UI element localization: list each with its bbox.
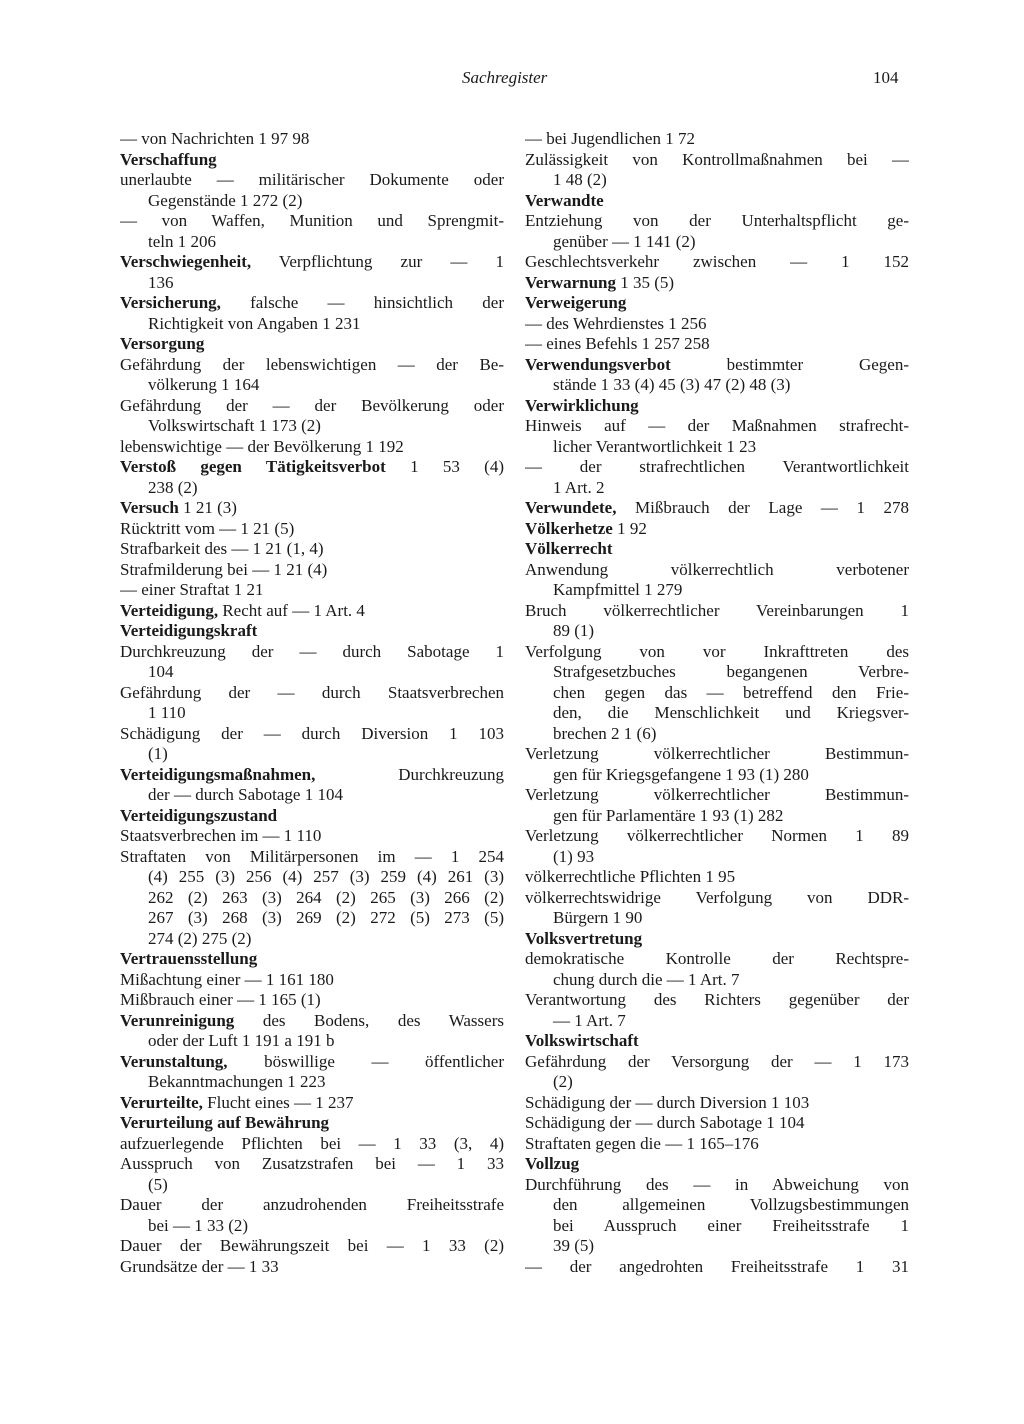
index-reference: Flucht eines — 1 237 — [202, 1092, 354, 1112]
index-line: Ausspruch von Zusatzstrafen bei — 1 33 — [120, 1154, 504, 1173]
index-heading: Volkswirtschaft — [525, 1031, 639, 1050]
index-heading: Verwandte — [525, 190, 604, 210]
index-line: (4) 255 (3) 256 (4) 257 (3) 259 (4) 261 (3) — [148, 867, 504, 886]
index-heading: Versorgung — [120, 334, 205, 353]
index-line: Dauer der anzudrohenden Freiheitsstrafe — [120, 1195, 504, 1214]
index-line: Gefährdung der Versorgung der — 1 173 — [525, 1051, 909, 1071]
index-line — [120, 601, 504, 622]
index-line: Durchkreuzung der — durch Sabotage 1 — [120, 641, 504, 661]
index-line: Straftaten von Militärpersonen im — 1 254 — [120, 846, 504, 866]
index-line: lebenswichtige — der Bevölkerung 1 192 — [120, 436, 404, 456]
index-line: — eines Befehls 1 257 258 — [525, 334, 710, 353]
index-line: 89 (1) — [553, 621, 595, 640]
index-line: Gefährdung der lebenswichtigen — der Be- — [120, 354, 504, 374]
index-line: — bei Jugendlichen 1 72 — [525, 129, 695, 148]
index-line: (5) — [148, 1174, 168, 1194]
index-column-left — [120, 129, 504, 1277]
index-line: Gefährdung der — durch Staatsverbrechen — [120, 682, 504, 702]
index-line: 1 48 (2) — [553, 170, 607, 189]
index-line — [120, 252, 504, 273]
index-line: Staatsverbrechen im — 1 110 — [120, 826, 322, 845]
index-line: gen für Kriegsgefangene 1 93 (1) 280 — [553, 764, 809, 784]
index-line: Rücktritt vom — 1 21 (5) — [120, 518, 295, 538]
index-line: 1 110 — [148, 703, 186, 722]
index-line: unerlaubte — militärischer Dokumente oder — [120, 170, 504, 189]
index-reference: Durchkreuzung — [315, 764, 504, 784]
index-line: Verfolgung von vor Inkrafttreten des — [525, 641, 909, 661]
index-line: 136 — [148, 272, 174, 292]
index-reference: 1 35 (5) — [616, 272, 675, 292]
index-reference: Recht auf — 1 Art. 4 — [218, 600, 365, 620]
index-line: Geschlechtsverkehr zwischen — 1 152 — [525, 252, 909, 271]
index-line: 1 Art. 2 — [553, 477, 605, 497]
index-line: Verletzung völkerrechtlicher Normen 1 89 — [525, 826, 909, 845]
index-line: Gefährdung der — der Bevölkerung oder — [120, 395, 504, 415]
index-line: den, die Menschlichkeit und Kriegsver- — [553, 703, 909, 722]
page-number: 104 — [873, 68, 899, 87]
index-line: Verletzung völkerrechtlicher Bestimmun- — [525, 785, 909, 804]
index-line: genüber — 1 141 (2) — [553, 231, 696, 251]
page-header — [0, 68, 1024, 92]
index-term: Verunstaltung, — [120, 1051, 228, 1071]
index-line: Bürgern 1 90 — [553, 908, 643, 927]
index-reference: falsche — hinsichtlich der — [220, 293, 504, 312]
index-reference: des Bodens, des Wassers — [234, 1010, 504, 1030]
index-term: Verwarnung — [525, 272, 616, 292]
index-line: 274 (2) 275 (2) — [148, 928, 252, 948]
index-reference: bestimmter Gegen- — [670, 354, 909, 374]
index-heading: Vollzug — [525, 1154, 580, 1173]
index-line: Entziehung von der Unterhaltspflicht ge- — [525, 211, 909, 230]
index-column-right — [525, 129, 909, 1277]
index-line: demokratische Kontrolle der Rechtspre- — [525, 949, 909, 968]
index-heading: Verwirklichung — [525, 395, 639, 415]
index-term: Verteidigung, — [120, 600, 219, 620]
index-line: den allgemeinen Vollzugsbestimmungen — [553, 1195, 909, 1214]
index-line — [525, 355, 909, 376]
index-line: Schädigung der — durch Diversion 1 103 — [525, 1092, 810, 1112]
index-line: Strafmilderung bei — 1 21 (4) — [120, 559, 328, 579]
index-line: Gegenstände 1 272 (2) — [148, 190, 303, 210]
index-reference: böswillige — öffentlicher — [227, 1051, 504, 1071]
index-heading: Verteidigungskraft — [120, 621, 258, 640]
index-line: Mißachtung einer — 1 161 180 — [120, 969, 334, 989]
index-reference: 1 21 (3) — [178, 498, 237, 517]
index-reference: Mißbrauch der Lage — 1 278 — [616, 498, 909, 517]
index-reference: 1 92 — [612, 518, 647, 538]
index-line — [525, 519, 909, 540]
index-line: 39 (5) — [553, 1236, 595, 1255]
index-line: — einer Straftat 1 21 — [120, 580, 264, 599]
index-line: Anwendung völkerrechtlich verbotener — [525, 559, 909, 579]
index-line: Zulässigkeit von Kontrollmaßnahmen bei — — [525, 149, 909, 169]
index-line: gen für Parlamentäre 1 93 (1) 282 — [553, 805, 784, 825]
index-line: Richtigkeit von Angaben 1 231 — [148, 313, 361, 333]
index-line: oder der Luft 1 191 a 191 b — [148, 1031, 335, 1050]
index-heading: Verweigerung — [525, 293, 627, 312]
index-line: — 1 Art. 7 — [553, 1010, 626, 1030]
index-heading: Völkerrecht — [525, 539, 613, 558]
index-term: Verschwiegenheit, — [120, 252, 252, 271]
index-line: Schädigung der — durch Diversion 1 103 — [120, 723, 504, 743]
index-line: völkerung 1 164 — [148, 375, 260, 394]
index-line: Verantwortung des Richters gegenüber der — [525, 990, 909, 1009]
index-term: Verwundete, — [525, 498, 617, 517]
index-line: Straftaten gegen die — 1 165–176 — [525, 1133, 759, 1153]
index-line: (2) — [553, 1072, 573, 1091]
index-line: völkerrechtswidrige Verfolgung von DDR- — [525, 887, 909, 907]
index-line: — der angedrohten Freiheitsstrafe 1 31 — [525, 1256, 909, 1276]
index-line — [120, 293, 504, 314]
index-heading: Vertrauensstellung — [120, 949, 258, 968]
running-title: Sachregister — [462, 68, 548, 87]
index-line: bei Ausspruch einer Freiheitsstrafe 1 — [553, 1215, 909, 1235]
index-line: Verletzung völkerrechtlicher Bestimmun- — [525, 744, 909, 763]
index-heading: Verschaffung — [120, 149, 217, 169]
index-line: (1) 93 — [553, 846, 595, 866]
index-term: Verteidigungsmaßnahmen, — [120, 764, 316, 784]
index-line — [120, 498, 504, 519]
index-line: Kampfmittel 1 279 — [553, 580, 683, 599]
index-term: Verunreinigung — [120, 1010, 235, 1030]
index-line: — von Waffen, Munition und Sprengmit- — [120, 211, 504, 230]
index-line: Strafbarkeit des — 1 21 (1, 4) — [120, 539, 324, 558]
index-line: der — durch Sabotage 1 104 — [148, 785, 343, 804]
index-line: Dauer der Bewährungszeit bei — 1 33 (2) — [120, 1236, 504, 1255]
index-line: Bekanntmachungen 1 223 — [148, 1072, 326, 1091]
index-line: bei — 1 33 (2) — [148, 1215, 249, 1235]
index-term: Versicherung, — [120, 293, 221, 312]
index-line — [525, 498, 909, 519]
index-line — [120, 765, 504, 786]
index-line: 238 (2) — [148, 477, 198, 497]
index-line: 104 — [148, 662, 174, 681]
index-line: — des Wehrdienstes 1 256 — [525, 313, 707, 333]
index-line: Mißbrauch einer — 1 165 (1) — [120, 990, 321, 1009]
index-line: 267 (3) 268 (3) 269 (2) 272 (5) 273 (5) — [148, 908, 504, 927]
index-reference: Verpflichtung zur — 1 — [251, 252, 504, 271]
index-line — [120, 457, 504, 478]
index-line: Schädigung der — durch Sabotage 1 104 — [525, 1113, 805, 1132]
index-line: Bruch völkerrechtlicher Vereinbarungen 1 — [525, 600, 909, 620]
index-line: Grundsätze der — 1 33 — [120, 1256, 279, 1276]
index-term: Völkerhetze — [525, 518, 613, 538]
index-line: Volkswirtschaft 1 173 (2) — [148, 416, 321, 435]
index-term: Verwendungsverbot — [525, 354, 671, 374]
index-line: chung durch die — 1 Art. 7 — [553, 969, 740, 989]
index-term: Verurteilte, — [120, 1092, 203, 1112]
index-line: chen gegen das — betreffend den Frie- — [553, 682, 909, 702]
index-line — [120, 1011, 504, 1032]
index-line: Hinweis auf — der Maßnahmen strafrecht- — [525, 416, 909, 435]
index-heading: Volksvertretung — [525, 928, 643, 948]
index-line: (1) — [148, 744, 168, 763]
index-line: aufzuerlegende Pflichten bei — 1 33 (3, 4) — [120, 1133, 504, 1153]
index-line: völkerrechtliche Pflichten 1 95 — [525, 867, 736, 886]
index-reference: 1 53 (4) — [385, 457, 504, 476]
index-line — [120, 1052, 504, 1073]
index-term: Verstoß gegen Tätigkeitsverbot — [120, 457, 386, 476]
index-term: Versuch — [120, 498, 179, 517]
index-line: Strafgesetzbuches begangenen Verbre- — [553, 662, 909, 681]
index-line: — von Nachrichten 1 97 98 — [120, 129, 310, 148]
index-line: 262 (2) 263 (3) 264 (2) 265 (3) 266 (2) — [148, 887, 504, 907]
index-heading: Verteidigungszustand — [120, 805, 278, 825]
index-line — [525, 273, 909, 294]
index-line — [120, 1093, 504, 1114]
index-line: licher Verantwortlichkeit 1 23 — [553, 436, 757, 456]
index-line: brechen 2 1 (6) — [553, 723, 657, 743]
index-line: stände 1 33 (4) 45 (3) 47 (2) 48 (3) — [553, 375, 791, 394]
index-line: — der strafrechtlichen Verantwortlichkeit — [525, 457, 909, 476]
index-line: teln 1 206 — [148, 231, 216, 251]
index-heading: Verurteilung auf Bewährung — [120, 1113, 330, 1132]
index-line: Durchführung des — in Abweichung von — [525, 1174, 909, 1194]
